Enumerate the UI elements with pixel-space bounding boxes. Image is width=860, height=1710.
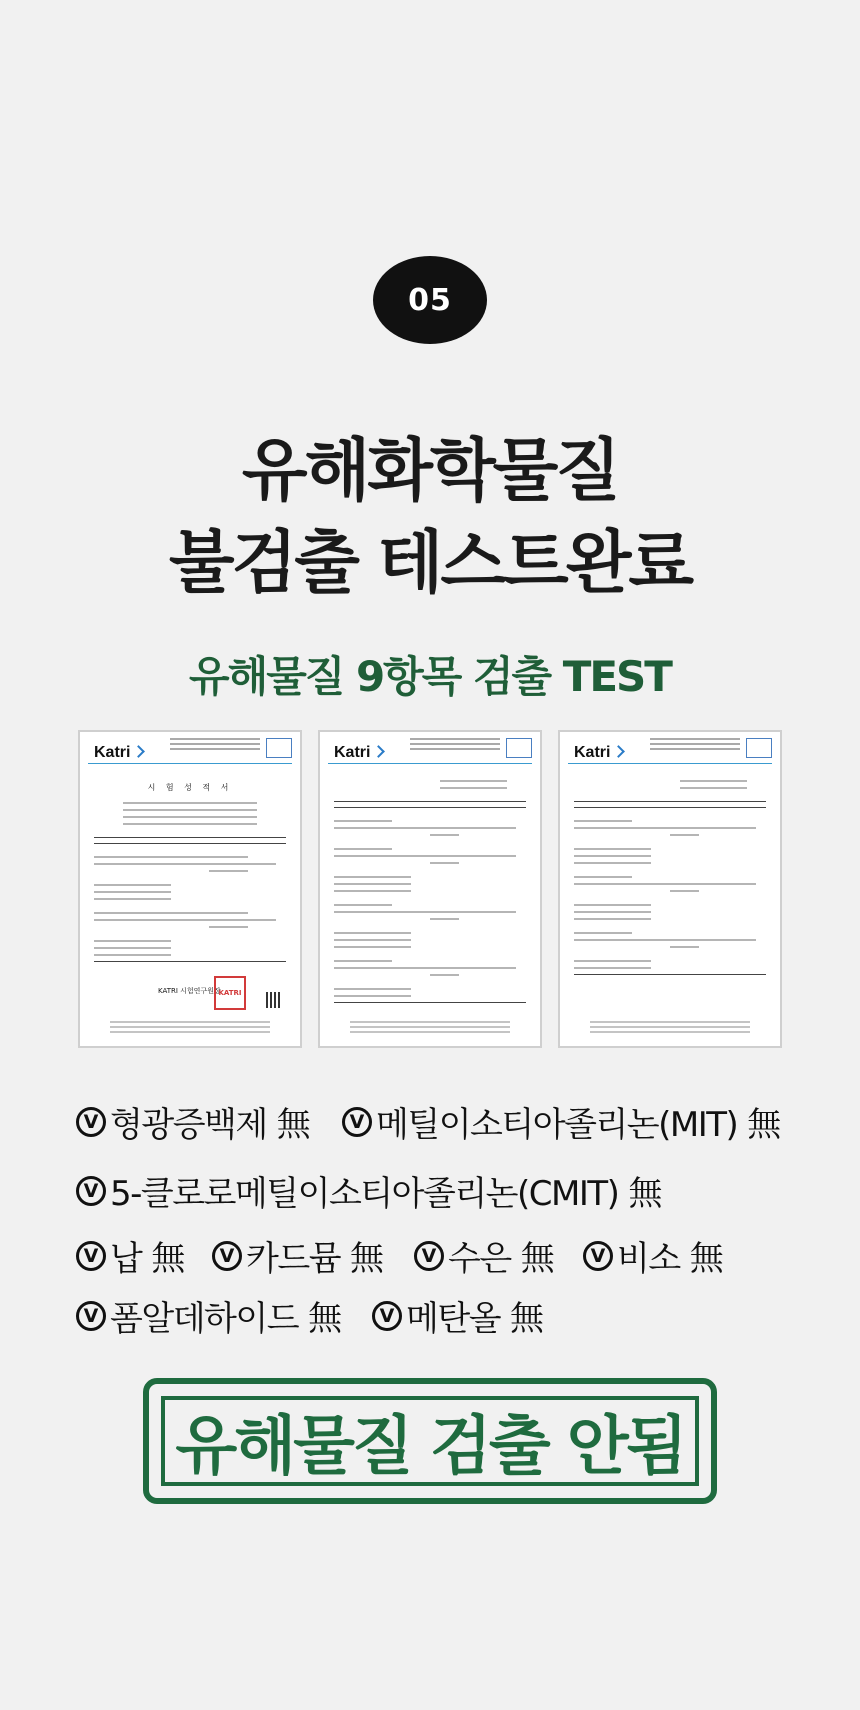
feature-mercury: V 수은 無 [414,1231,553,1280]
page-title-line1: 유해화학물질 [241,432,619,511]
feature-fluorescent-brightener: V 형광증백제 無 [76,1097,309,1146]
check-circle-icon: V [76,1241,106,1271]
check-circle-icon: V [342,1107,372,1137]
feature-cadmium: V 카드뮴 無 [212,1231,383,1280]
step-number-badge: 05 [373,256,487,344]
check-circle-icon: V [583,1241,613,1271]
check-circle-icon: V [76,1107,106,1137]
feature-mit: V 메틸이소티아졸리논(MIT) 無 [342,1097,780,1146]
test-subtitle: 유해물질 9항목 검출 TEST [189,652,671,701]
qr-code-icon [266,992,282,1008]
feature-lead: V 납 無 [76,1231,184,1280]
check-circle-icon: V [212,1241,242,1271]
katri-logo: Katri [334,744,383,762]
check-circle-icon: V [414,1241,444,1271]
katri-logo: Katri [574,744,623,762]
report-heading: 시 험 성 적 서 [147,783,233,792]
check-circle-icon: V [372,1301,402,1331]
check-circle-icon: V [76,1301,106,1331]
no-harmful-substances-banner [143,1378,717,1504]
katri-logo: Katri [94,744,143,762]
institute-name: KATRI 시험연구원장 [158,987,221,995]
feature-methanol: V 메탄올 無 [372,1291,543,1340]
check-circle-icon: V [76,1176,106,1206]
test-report-page-3 [558,730,782,1048]
page-title-line2: 불검출 테스트완료 [168,524,692,603]
feature-cmit: V 5-클로로메틸이소티아졸리논(CMIT) 無 [76,1166,661,1215]
test-report-page-1 [78,730,302,1048]
test-report-page-2 [318,730,542,1048]
red-seal-stamp: KATRI [214,976,246,1010]
banner-text: 유해물질 검출 안됨 [175,1410,685,1484]
feature-formaldehyde: V 폼알데하이드 無 [76,1291,341,1340]
feature-arsenic: V 비소 無 [583,1231,722,1280]
